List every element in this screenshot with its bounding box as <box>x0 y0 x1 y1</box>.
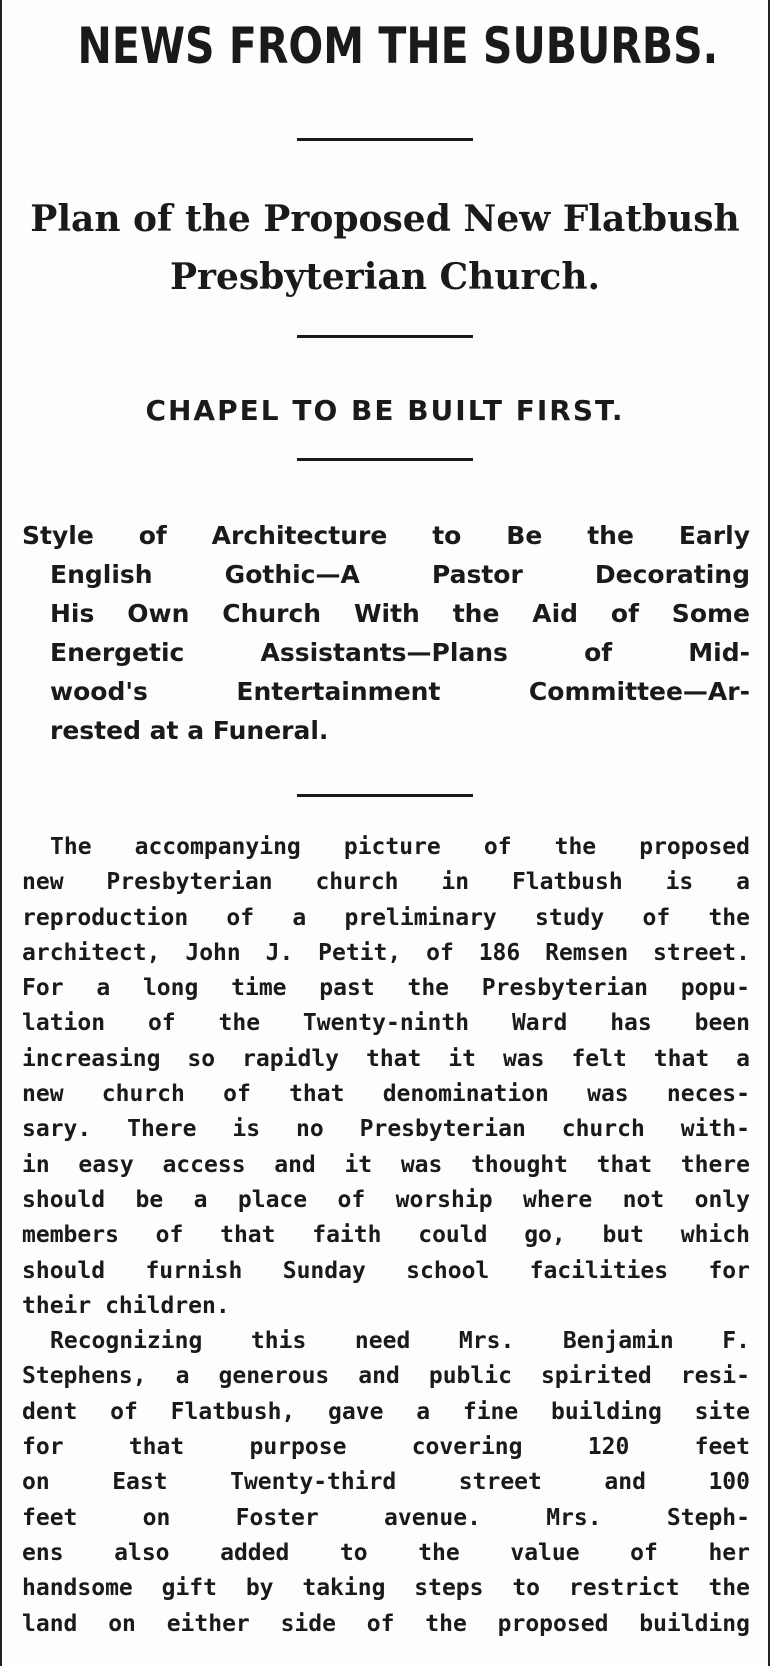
body-line: feet on Foster avenue. Mrs. Steph- <box>22 1504 750 1531</box>
body-line: reproduction of a preliminary study of the <box>22 904 750 931</box>
summary-line: English Gothic—A Pastor Decorating <box>50 560 750 589</box>
subheadline <box>10 190 760 306</box>
body-line: should be a place of worship where not only <box>22 1186 750 1213</box>
subheadline-line: Presbyterian Church. <box>169 256 601 298</box>
summary-line: His Own Church With the Aid of Some <box>50 599 750 628</box>
headline: NEWS FROM THE SUBURBS. <box>77 17 719 75</box>
article-body <box>22 830 750 1642</box>
body-line: new Presbyterian church in Flatbush is a <box>22 869 750 896</box>
body-line: handsome gift by taking steps to restrict the <box>22 1575 750 1602</box>
body-line: on East Twenty-third street and 100 <box>22 1469 750 1496</box>
body-line: new church of that denomination was neces- <box>22 1081 750 1108</box>
body-line: Stephens, a generous and public spirited resi- <box>22 1363 750 1390</box>
divider-rule <box>297 458 473 461</box>
summary-deck <box>22 516 750 750</box>
body-line: their children. <box>22 1292 230 1319</box>
body-line: sary. There is no Presbyterian church with- <box>22 1116 750 1143</box>
section-heading: CHAPEL TO BE BUILT FIRST. <box>145 394 625 427</box>
body-line: ens also added to the value of her <box>22 1539 750 1566</box>
body-line: land on either side of the proposed building <box>22 1610 750 1637</box>
subheadline-line: Plan of the Proposed New Flatbush <box>30 198 740 240</box>
summary-line: Energetic Assistants—Plans of Mid- <box>50 638 750 667</box>
divider-rule <box>297 138 473 141</box>
body-line: For a long time past the Presbyterian popu- <box>22 975 750 1002</box>
body-line: dent of Flatbush, gave a fine building site <box>22 1398 750 1425</box>
divider-rule <box>297 335 473 338</box>
summary-line: wood's Entertainment Committee—Ar- <box>50 677 750 706</box>
body-line: The accompanying picture of the proposed <box>50 834 750 860</box>
summary-line: Style of Architecture to Be the Early <box>22 521 750 550</box>
body-line: increasing so rapidly that it was felt that a <box>22 1045 750 1072</box>
divider-rule <box>297 794 473 797</box>
body-line: lation of the Twenty-ninth Ward has been <box>22 1010 750 1037</box>
summary-line: rested at a Funeral. <box>50 716 329 745</box>
body-line: members of that faith could go, but which <box>22 1222 750 1249</box>
body-line: architect, John J. Petit, of 186 Remsen street. <box>22 939 750 966</box>
body-line: should furnish Sunday school facilities for <box>22 1257 750 1284</box>
body-line: Recognizing this need Mrs. Benjamin F. <box>50 1328 750 1355</box>
body-line: for that purpose covering 120 feet <box>22 1434 750 1461</box>
body-line: in easy access and it was thought that there <box>22 1151 750 1178</box>
